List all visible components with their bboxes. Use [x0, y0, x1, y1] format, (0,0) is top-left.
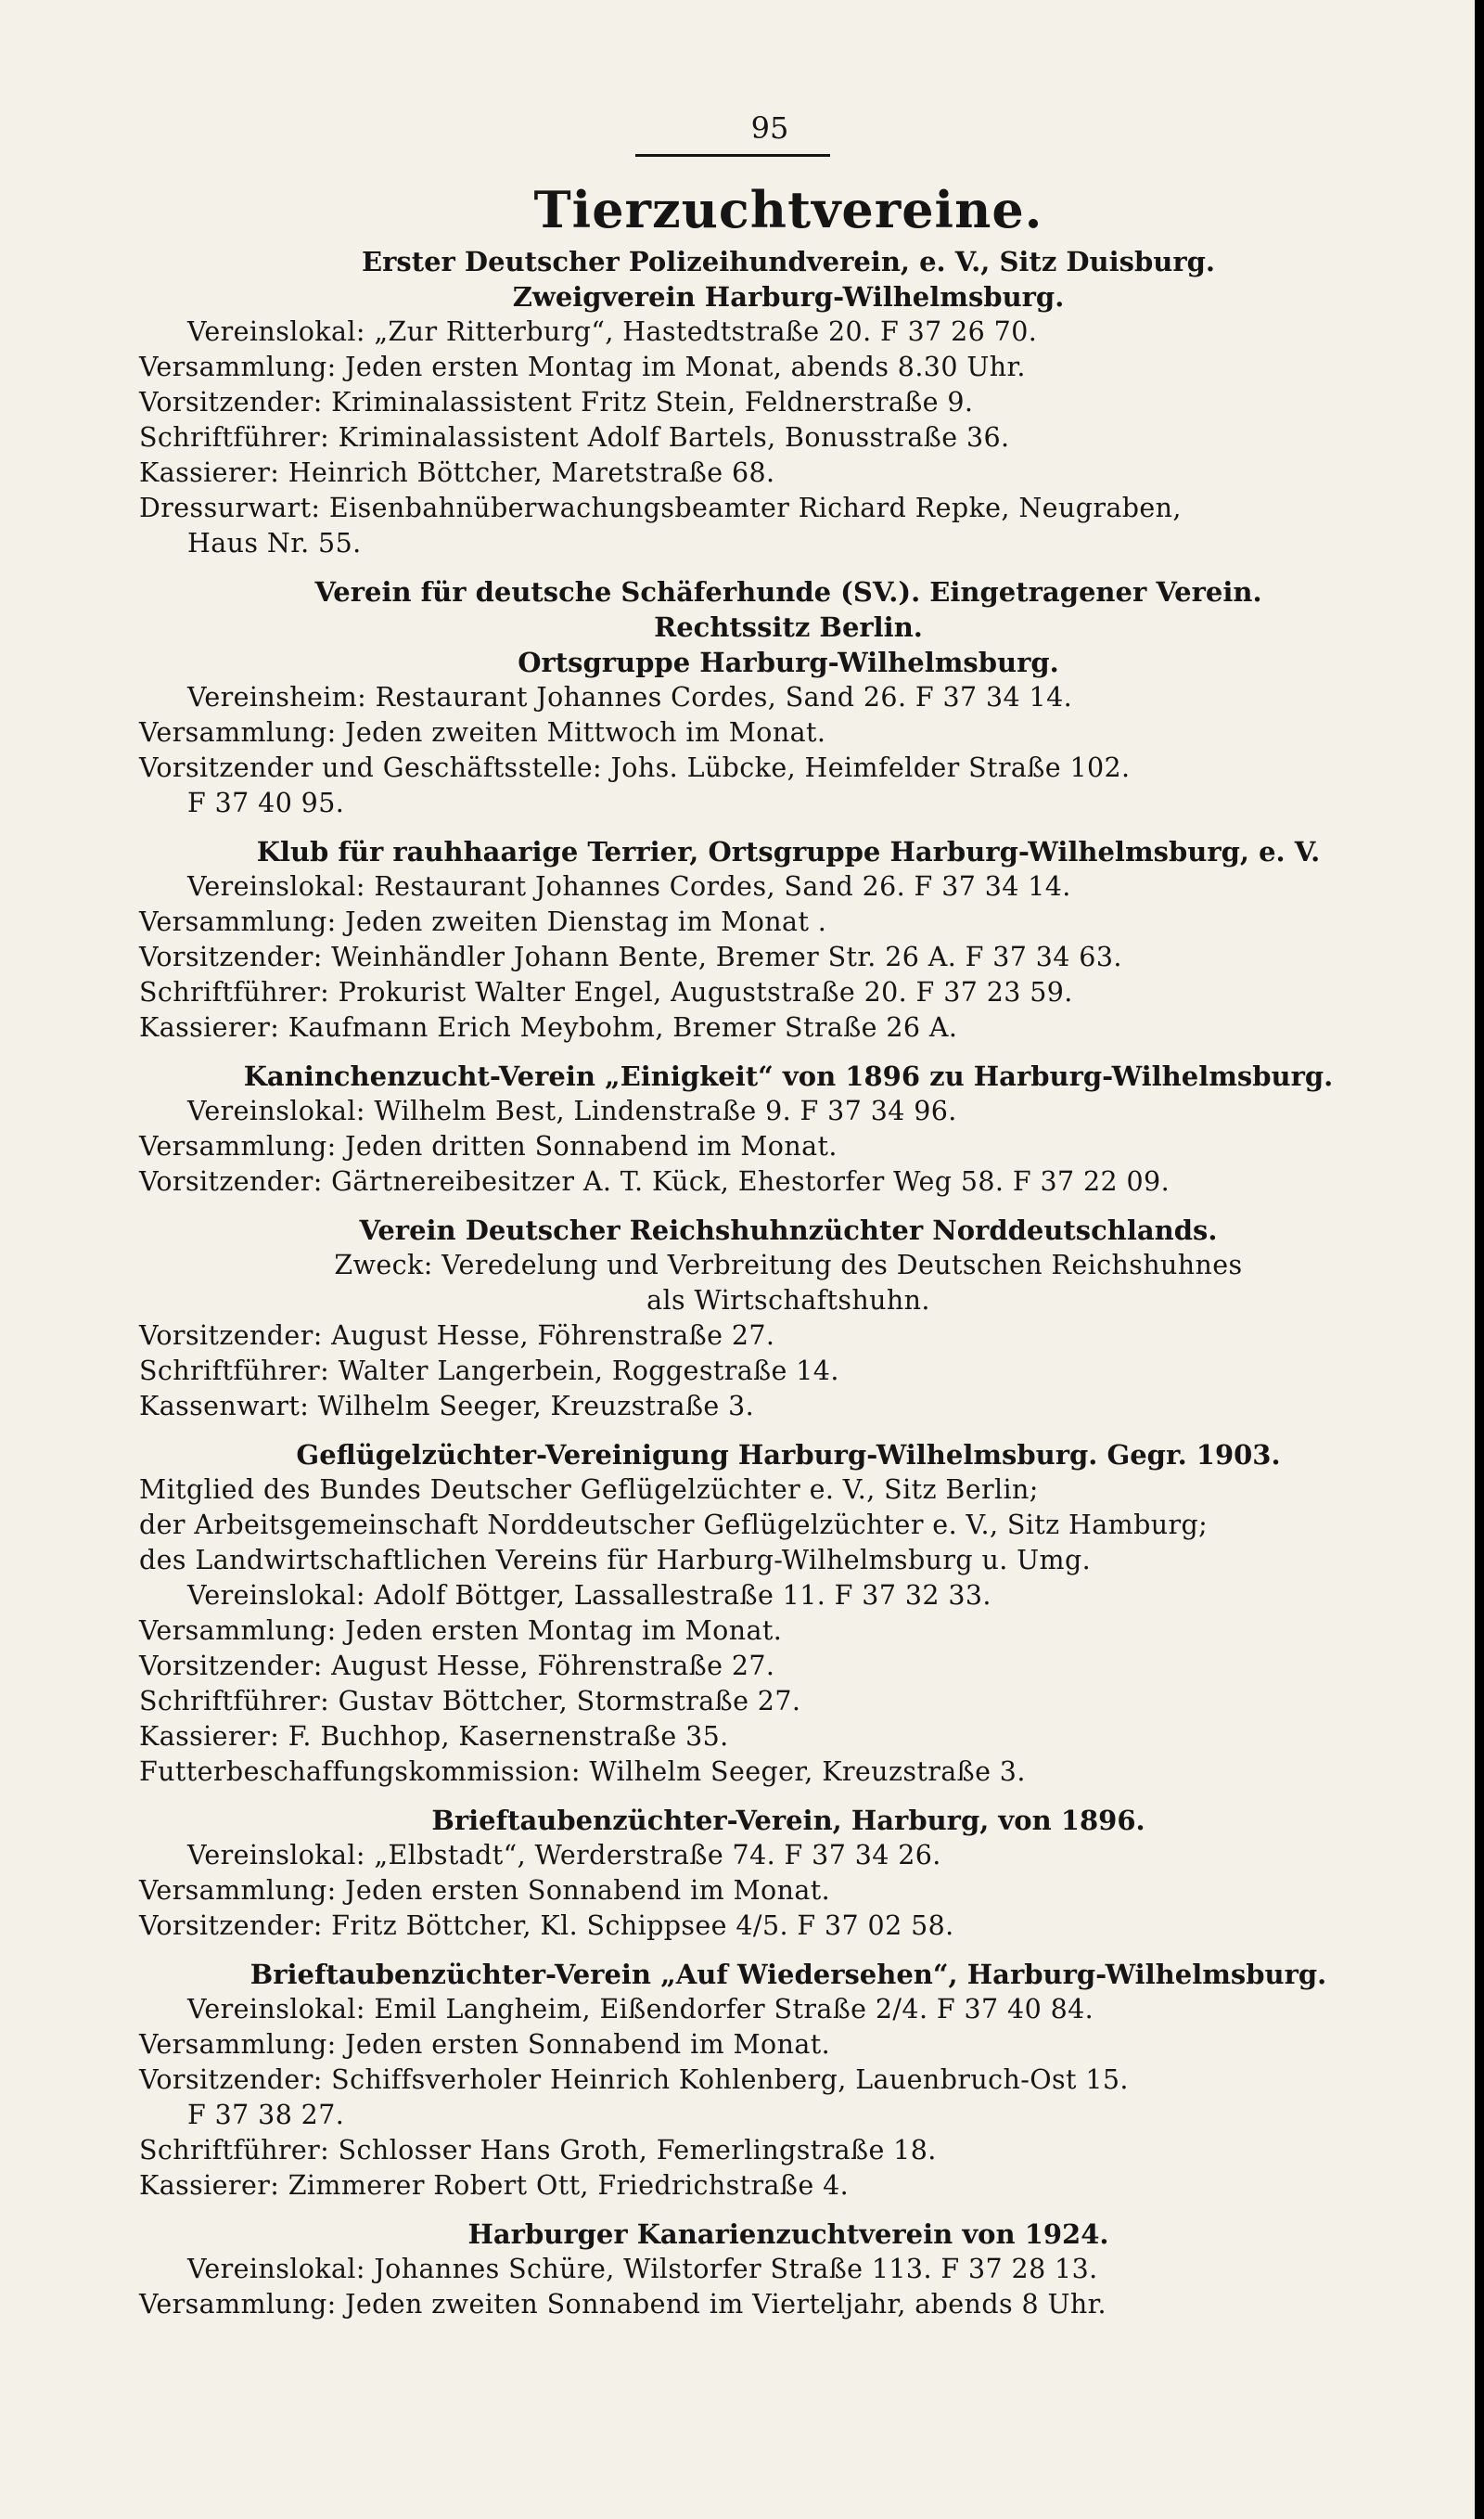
- club-purpose-line: als Wirtschaftshuhn.: [646, 1285, 930, 1316]
- club-detail-line: Kassierer: Kaufmann Erich Meybohm, Bremer Straße 26 A.: [139, 1012, 958, 1043]
- club-heading: Geflügelzüchter-Vereinigung Harburg-Wilhelmsburg. Gegr. 1903.: [296, 1439, 1281, 1471]
- club-heading: Verein für deutsche Schäferhunde (SV.). Eingetragener Verein.: [314, 576, 1262, 608]
- club-detail-line: Kassenwart: Wilhelm Seeger, Kreuzstraße 3.: [139, 1391, 755, 1421]
- club-heading: Harburger Kanarienzuchtverein von 1924.: [467, 2218, 1109, 2250]
- club-detail-line: Haus Nr. 55.: [187, 528, 362, 559]
- club-entry: [139, 574, 1438, 821]
- club-detail-line: Vorsitzender: Kriminalassistent Fritz Stein, Feldnerstraße 9.: [139, 387, 974, 418]
- club-detail-line: Mitglied des Bundes Deutscher Geflügelzüchter e. V., Sitz Berlin;: [139, 1474, 1039, 1505]
- club-detail-line: Vorsitzender: Weinhändler Johann Bente, Bremer Str. 26 A. F 37 34 63.: [139, 942, 1122, 972]
- club-detail-line: Vereinsheim: Restaurant Johannes Cordes, Sand 26. F 37 34 14.: [187, 682, 1073, 713]
- club-subheading: Rechtssitz Berlin.: [654, 611, 923, 643]
- club-detail-line: Vereinslokal: „Elbstadt“, Werderstraße 74. F 37 34 26.: [187, 1840, 941, 1870]
- club-heading: Brieftaubenzüchter-Verein „Auf Wiedersehen“, Harburg-Wilhelmsburg.: [249, 1959, 1327, 1990]
- club-subheading: Ortsgruppe Harburg-Wilhelmsburg.: [518, 647, 1059, 678]
- club-detail-line: Versammlung: Jeden ersten Montag im Monat, abends 8.30 Uhr.: [139, 352, 1026, 382]
- club-subheading: Zweigverein Harburg-Wilhelmsburg.: [512, 281, 1065, 313]
- club-detail-line: Vereinslokal: Emil Langheim, Eißendorfer Straße 2/4. F 37 40 84.: [187, 1994, 1094, 2024]
- club-detail-line: Vorsitzender: August Hesse, Föhrenstraße 27.: [139, 1651, 775, 1681]
- club-detail-line: des Landwirtschaftlichen Vereins für Harburg-Wilhelmsburg u. Umg.: [139, 1545, 1092, 1575]
- club-detail-line: Versammlung: Jeden ersten Montag im Monat.: [139, 1615, 783, 1646]
- club-detail-line: Versammlung: Jeden dritten Sonnabend im Monat.: [139, 1131, 838, 1162]
- club-entry: [139, 2217, 1438, 2322]
- club-purpose-line: Zweck: Veredelung und Verbreitung des Deutschen Reichshuhnes: [334, 1250, 1243, 1280]
- club-detail-line: Versammlung: Jeden zweiten Dienstag im Monat .: [139, 906, 827, 937]
- club-detail-line: Kassierer: Zimmerer Robert Ott, Friedrichstraße 4.: [139, 2170, 850, 2201]
- club-detail-line: Versammlung: Jeden ersten Sonnabend im Monat.: [139, 1875, 831, 1906]
- club-entry: [139, 1059, 1438, 1200]
- club-detail-line: Dressurwart: Eisenbahnüberwachungsbeamter Richard Repke, Neugraben,: [139, 493, 1182, 523]
- club-detail-line: Vereinslokal: Johannes Schüre, Wilstorfer Straße 113. F 37 28 13.: [187, 2254, 1098, 2284]
- club-detail-line: Schriftführer: Prokurist Walter Engel, Auguststraße 20. F 37 23 59.: [139, 977, 1073, 1008]
- club-heading: Klub für rauhhaarige Terrier, Ortsgruppe Harburg-Wilhelmsburg, e. V.: [256, 836, 1321, 868]
- club-detail-line: Vorsitzender: Schiffsverholer Heinrich Kohlenberg, Lauenbruch-Ost 15.: [139, 2064, 1129, 2095]
- club-heading: Erster Deutscher Polizeihundverein, e. V., Sitz Duisburg.: [362, 246, 1215, 277]
- club-detail-line: Vorsitzender und Geschäftsstelle: Johs. Lübcke, Heimfelder Straße 102.: [139, 752, 1131, 783]
- club-detail-line: Vereinslokal: Adolf Böttger, Lassallestraße 11. F 37 32 33.: [187, 1580, 991, 1611]
- club-detail-line: F 37 40 95.: [187, 788, 345, 818]
- club-detail-line: F 37 38 27.: [187, 2100, 345, 2130]
- club-heading: Brieftaubenzüchter-Verein, Harburg, von 1896.: [431, 1805, 1145, 1836]
- club-detail-line: Vereinslokal: „Zur Ritterburg“, Hastedtstraße 20. F 37 26 70.: [187, 316, 1038, 347]
- club-detail-line: Vorsitzender: Fritz Böttcher, Kl. Schippsee 4/5. F 37 02 58.: [139, 1910, 954, 1941]
- club-heading: Verein Deutscher Reichshuhnzüchter Norddeutschlands.: [359, 1215, 1218, 1246]
- page-number-rule: [635, 154, 830, 157]
- club-detail-line: Versammlung: Jeden ersten Sonnabend im Monat.: [139, 2029, 831, 2060]
- club-entry: [139, 244, 1438, 561]
- club-detail-line: Schriftführer: Kriminalassistent Adolf Bartels, Bonusstraße 36.: [139, 422, 1010, 453]
- club-entry: [139, 1437, 1438, 1790]
- page-title: Tierzuchtvereine.: [533, 180, 1043, 239]
- club-detail-line: Versammlung: Jeden zweiten Mittwoch im Monat.: [139, 717, 826, 748]
- club-entry: [139, 834, 1438, 1046]
- club-heading: Kaninchenzucht-Verein „Einigkeit“ von 1896 zu Harburg-Wilhelmsburg.: [243, 1060, 1334, 1092]
- club-detail-line: Vereinslokal: Restaurant Johannes Cordes, Sand 26. F 37 34 14.: [187, 871, 1071, 902]
- club-detail-line: Futterbeschaffungskommission: Wilhelm Seeger, Kreuzstraße 3.: [139, 1756, 1026, 1787]
- club-entry: [139, 1803, 1438, 1944]
- club-detail-line: Vereinslokal: Wilhelm Best, Lindenstraße 9. F 37 34 96.: [187, 1096, 957, 1126]
- club-entry: [139, 1957, 1438, 2204]
- club-detail-line: Versammlung: Jeden zweiten Sonnabend im Vierteljahr, abends 8 Uhr.: [139, 2289, 1107, 2320]
- club-detail-line: Vorsitzender: Gärtnereibesitzer A. T. Kück, Ehestorfer Weg 58. F 37 22 09.: [139, 1166, 1171, 1197]
- club-detail-line: Kassierer: Heinrich Böttcher, Maretstraße 68.: [139, 457, 775, 488]
- club-detail-line: Schriftführer: Walter Langerbein, Roggestraße 14.: [139, 1356, 839, 1386]
- club-detail-line: Schriftführer: Gustav Böttcher, Stormstraße 27.: [139, 1686, 801, 1716]
- page-number: 95: [750, 110, 789, 146]
- club-detail-line: Vorsitzender: August Hesse, Föhrenstraße 27.: [139, 1320, 775, 1351]
- club-detail-line: Kassierer: F. Buchhop, Kasernenstraße 35.: [139, 1721, 729, 1752]
- club-detail-line: der Arbeitsgemeinschaft Norddeutscher Geflügelzüchter e. V., Sitz Hamburg;: [139, 1510, 1209, 1540]
- club-entry: [139, 1213, 1438, 1424]
- club-detail-line: Schriftführer: Schlosser Hans Groth, Femerlingstraße 18.: [139, 2135, 937, 2166]
